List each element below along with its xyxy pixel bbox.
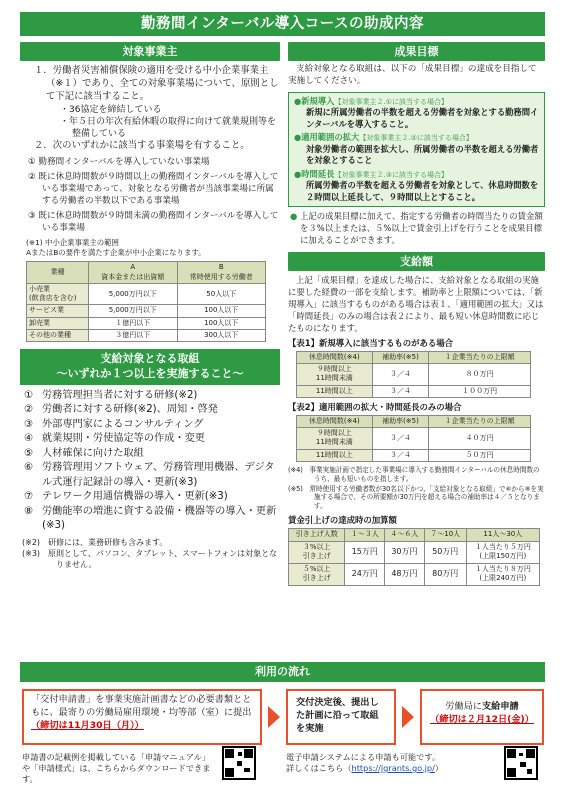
table-cell: ３／４: [372, 428, 429, 449]
amount-heading: 支給額: [288, 252, 545, 271]
list-item-text: テレワーク用通信機器の導入・更新(※3): [42, 491, 228, 503]
table-cell: 50万円: [424, 541, 466, 563]
goal-title: 適用範囲の拡大: [301, 132, 360, 143]
table-row: [27, 317, 266, 329]
footer-right-line-2: 詳しくはこちら（: [286, 763, 352, 774]
list-marker: ⑧: [24, 505, 34, 517]
table-cell: 100人以下: [177, 317, 266, 329]
footer-right-text: [286, 752, 491, 774]
table-cell: １人当たり５万円 (上限150万円): [466, 541, 539, 563]
goal-item: ●時間延長【対象事業主２.③に該当する場合】 所属労働者の半数を超える労働者を対象として、休息時間数を２時間以上延長して、９時間以上とすること。: [294, 168, 539, 202]
goals-box: [288, 92, 545, 208]
table-header: ７～10人: [424, 529, 466, 541]
table-header: 引き上げ人数: [289, 529, 345, 541]
table-cell: 5,000万円以下: [89, 283, 178, 304]
flow-step-3-deadline: （締切は２月12日(金)）: [430, 713, 534, 725]
footer-right-line-2-end: ）: [434, 763, 444, 774]
amount-text: 上記「成果目標」を達成した場合に、支給対象となる取組の実施に要した経費の一部を支給します。補助率と上限額については、「新規導入」に該当するものがある場合は表１、「適用範囲の拡大」又は「時間延長」のみの場合は表２により、最も短い休息時間数に応じたものになります。: [288, 275, 544, 333]
jgrants-link[interactable]: https://jgrants.go.jp/: [351, 763, 435, 774]
table-cell: ３／４: [372, 449, 429, 461]
table-cell: １人当たり８万円 (上限240万円): [466, 563, 539, 585]
table-header: 11人～30人: [466, 529, 539, 541]
table-header: ４～６人: [385, 529, 425, 541]
table1-title: 【表1】新規導入に該当するものがある場合: [288, 337, 453, 348]
circle-item-2: ② 既に休息時間数が９時間以上の勤務間インターバルを導入している事業場であって、対象となる労働者が当該事業場に所属する労働者の半数以下である事業場: [28, 172, 279, 207]
list-marker: ④: [24, 433, 34, 445]
table-row: [297, 364, 531, 385]
sme-table: [26, 261, 266, 342]
list-item: [22, 490, 280, 504]
list-item-text: 人材確保に向けた取組: [42, 447, 144, 459]
table-cell: 小売業 (飲食店を含む): [27, 283, 89, 304]
table-row: [297, 428, 531, 449]
circle-item-3: ③ 既に休息時間数が９時間未満の勤務間インターバルを導入している事業場: [28, 211, 279, 234]
table-header: １～３人: [345, 529, 385, 541]
table-header: 業種: [27, 262, 89, 283]
table-cell: サービス業: [27, 305, 89, 317]
flow-step-3-text: 労働局に: [445, 701, 482, 712]
list-marker: ③: [24, 418, 34, 430]
table-cell: 5,000万円以下: [89, 305, 178, 317]
goal-title: 時間延長: [301, 168, 335, 179]
note-5: (※5) 常時使用する労働者数が30名以下かつ、「支給対象となる取組」で⑥から⑧を実施する場合で、その所要額が30万円を超える場合の補助率は４／５となります。: [288, 484, 544, 511]
raise-title: 賃金引上げの達成時の加算額: [288, 515, 397, 526]
goal-tag: 【対象事業主２.③に該当する場合】: [334, 170, 448, 179]
table-row: [297, 385, 531, 397]
list-item-text: 外部専門家によるコンサルティング: [42, 418, 204, 430]
list-item: [22, 432, 280, 446]
table-cell: 15万円: [345, 541, 385, 563]
table-row: [27, 283, 266, 304]
list-item-text: 労務管理担当者に対する研修(※2): [42, 389, 198, 401]
efforts-heading-line-2: ～いずれか１つ以上を実施すること～: [56, 366, 244, 380]
list-marker: ⑦: [24, 491, 34, 503]
list-item: [22, 461, 280, 490]
table-cell: ９時間以上 11時間未満: [297, 428, 373, 449]
sme-desc: AまたはBの要件を満たす企業が中小企業になります。: [26, 248, 206, 258]
table-header: １企業当たりの上限額: [429, 351, 531, 363]
goal-tag: 【対象事業主２.①に該当する場合】: [334, 97, 448, 106]
goal-body: 対象労働者の範囲を拡大し、所属労働者の半数を超える労働者を対象とすること: [306, 143, 539, 166]
circle-item-1: ① 勤務間インターバルを導入していない事業場: [28, 157, 210, 168]
list-item: [22, 447, 280, 461]
table-cell: 80万円: [424, 563, 466, 585]
table-cell: ５０万円: [429, 449, 531, 461]
table-cell: その他の業種: [27, 329, 89, 341]
table-row: [289, 541, 540, 563]
efforts-list: [20, 389, 280, 534]
efforts-heading: [20, 349, 280, 385]
goal-item: ●新規導入【対象事業主２.①に該当する場合】 新規に所属労働者の半数を超える労働者を対象とする勤務間インターバルを導入すること。: [294, 95, 539, 129]
table-cell: ３／４: [372, 364, 429, 385]
goal-body: 新規に所属労働者の半数を超える労働者を対象とする勤務間インターバルを導入すること。: [306, 107, 539, 129]
list-item: [22, 403, 280, 417]
raise-table: [288, 528, 540, 585]
table-cell: ３／４: [372, 385, 429, 397]
table-header: B 常時使用する労働者: [177, 262, 266, 283]
qr-code-icon[interactable]: [504, 746, 538, 780]
table-cell: ３%以上 引き上げ: [289, 541, 345, 563]
target-subitem-1: ・36協定を締結している: [60, 104, 162, 115]
flow-step-3-bold: 支給申請: [482, 701, 519, 712]
table-cell: ３億円以下: [89, 329, 178, 341]
table-cell: ４０万円: [429, 428, 531, 449]
arrow-right-icon: [402, 706, 414, 728]
table2-title: 【表2】適用範囲の拡大・時間延長のみの場合: [288, 401, 462, 412]
table-header: 補助率(※5): [372, 351, 429, 363]
table-row: [27, 305, 266, 317]
list-item-text: 就業規則・労使協定等の作成・変更: [42, 433, 205, 445]
left-column: [20, 42, 280, 570]
list-marker: ⑤: [24, 447, 34, 459]
table-cell: 48万円: [385, 563, 425, 585]
list-marker: ①: [24, 389, 34, 401]
table-cell: ８０万円: [429, 364, 531, 385]
efforts-heading-line-1: 支給対象となる取組: [100, 352, 200, 366]
note-4: (※4) 事業実施計画で指定した事業場に導入する勤務間インターバルの休息時間数のうち、最も短いものを指します。: [288, 465, 540, 483]
list-item: [22, 389, 280, 403]
goal-extra: ● 上記の成果目標に加えて、指定する労働者の時間当たりの賃金額を３%以上または、５%以上で賃金引上げを行うことを成果目標に加えることができます。: [290, 211, 543, 245]
list-item-text: 労務管理用ソフトウェア、労務管理用機器、デジタル式運行記録計の導入・更新(※3): [42, 462, 275, 488]
table-cell: 30万円: [385, 541, 425, 563]
goal-intro: 支給対象となる取組は、以下の「成果目標」の達成を目指して実施してください。: [288, 64, 537, 86]
table-cell: 300人以下: [177, 329, 266, 341]
table-cell: ５%以上 引き上げ: [289, 563, 345, 585]
table-header: 補助率(※5): [372, 415, 429, 427]
note-3: (※3) 原則として、パソコン、タブレット、スマートフォンは対象となりません。: [22, 548, 278, 569]
table-cell: 24万円: [345, 563, 385, 585]
table-cell: 11時間以上: [297, 449, 373, 461]
page: [6, 6, 559, 785]
list-item: [22, 418, 280, 432]
table-cell: 50人以下: [177, 283, 266, 304]
sme-title: (※1) 中小企業事業主の範囲: [26, 238, 119, 248]
table-cell: ９時間以上 11時間未満: [297, 364, 373, 385]
subsidy-table-1: [296, 351, 531, 398]
qr-code-icon[interactable]: [222, 746, 256, 780]
target-subitem-2: ・年５日の年次有給休暇の取得に向けて就業規則等を整備している: [60, 117, 277, 140]
flow-step-2: 交付決定後、提出した計画に沿って取組を実施: [286, 689, 396, 745]
list-marker: ②: [24, 404, 34, 416]
table-cell: 100人以下: [177, 305, 266, 317]
target-heading: 対象事業主: [20, 42, 280, 61]
right-column: [288, 42, 545, 586]
goal-title: 新規導入: [301, 95, 335, 106]
footer-right-line-1: 電子申請システムによる申請も可能です。: [286, 752, 441, 762]
goal-tag: 【対象事業主２.②に該当する場合】: [359, 134, 473, 143]
goal-item: ●適用範囲の拡大【対象事業主２.②に該当する場合】 対象労働者の範囲を拡大し、所属労働者の半数を超える労働者を対象とすること: [294, 132, 539, 166]
target-item-1: １．労働者災害補償保険の適用を受ける中小企業事業主（※１）であり、全ての対象事業場について、原則として下記に該当すること。: [34, 65, 279, 102]
list-marker: ⑥: [24, 462, 34, 474]
page-title: 勤務間インターバル導入コースの助成内容: [20, 12, 545, 36]
goal-heading: 成果目標: [288, 42, 545, 61]
note-2: (※2) 研修には、業務研修も含みます。: [22, 537, 168, 547]
goal-body: 所属労働者の半数を超える労働者を対象として、休息時間数を２時間以上延長して、９時間以上とすること。: [306, 180, 539, 202]
footer-left-text: 申請書の記載例を掲載している「申請マニュアル」や「申請様式」は、こちらからダウンロードできます。: [22, 752, 211, 785]
list-item-text: 労働者に対する研修(※2)、周知・啓発: [42, 404, 218, 416]
subsidy-table-2: [296, 415, 531, 462]
arrow-right-icon: [268, 706, 280, 728]
list-item: [22, 505, 280, 534]
target-item-2: ２．次のいずれかに該当する事業場を有すること。: [34, 140, 250, 152]
table-header: A 資本金または出資額: [89, 262, 178, 283]
table-row: [289, 563, 540, 585]
table-row: [27, 329, 266, 341]
flow-step-3: [420, 689, 544, 745]
table-row: [297, 449, 531, 461]
flow-step-1: [22, 689, 262, 745]
table-header: 休息時間数(※4): [297, 415, 373, 427]
flow-step-1-text: 「交付申請書」を事業実施計画書などの必要書類とともに、最寄りの労働局雇用環境・均等部（室）に提出: [31, 694, 252, 718]
table-header: 休息時間数(※4): [297, 351, 373, 363]
table-cell: 11時間以上: [297, 385, 373, 397]
flow-step-1-deadline: （締切は11月30日（月））: [31, 719, 144, 731]
table-cell: １億円以下: [89, 317, 178, 329]
list-item-text: 労働能率の増進に資する設備・機器等の導入・更新(※3): [42, 505, 277, 532]
goal-extra-text: 上記の成果目標に加えて、指定する労働者の時間当たりの賃金額を３%以上または、５%以上で賃金引上げを行うことを成果目標に加えることができます。: [299, 211, 543, 245]
table-header: １企業当たりの上限額: [429, 415, 531, 427]
flow-heading: 利用の流れ: [20, 662, 545, 682]
table-cell: 卸売業: [27, 317, 89, 329]
table-cell: １００万円: [429, 385, 531, 397]
